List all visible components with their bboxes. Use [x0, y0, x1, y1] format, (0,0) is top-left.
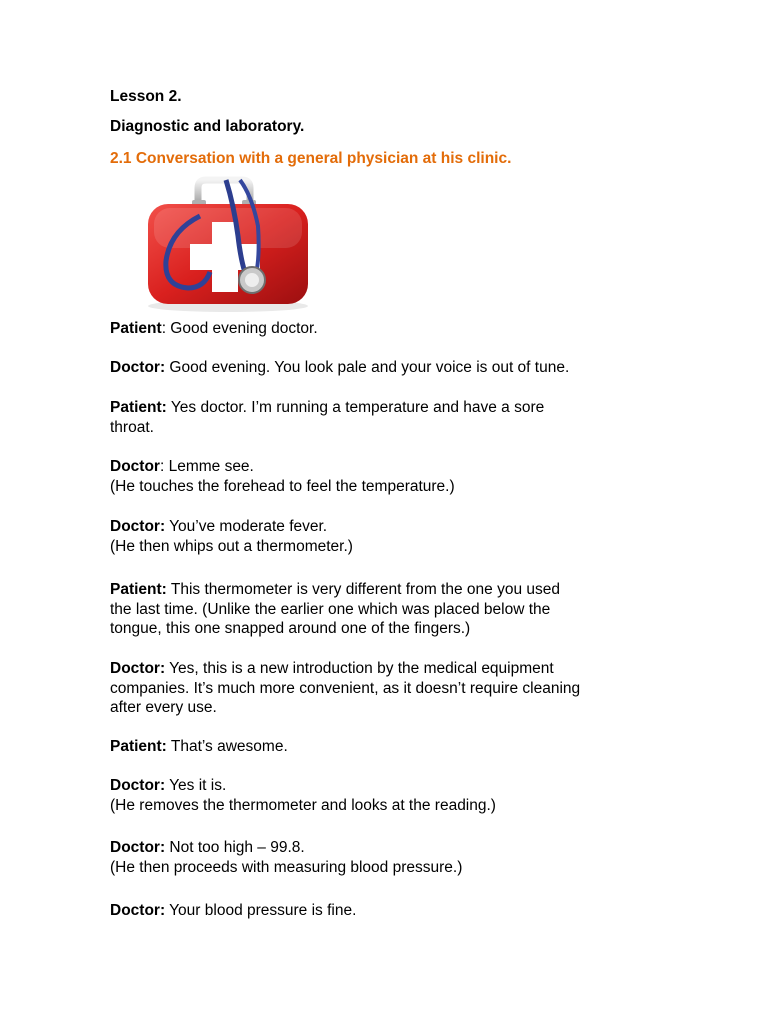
- utterance-text: (He touches the forehead to feel the temperature.): [110, 477, 455, 495]
- utterance-text: (He removes the thermometer and looks at the reading.): [110, 796, 496, 814]
- dialogue-line-continued: [110, 858, 462, 878]
- speaker-label: Doctor:: [110, 777, 166, 794]
- section-title: Diagnostic and laboratory.: [110, 118, 305, 135]
- dialogue-line-continued: [110, 698, 217, 718]
- speaker-label: Doctor:: [110, 518, 166, 535]
- utterance-text: (He then proceeds with measuring blood pressure.): [110, 858, 463, 876]
- utterance-text: Yes it is.: [165, 777, 227, 794]
- dialogue-line-continued: [110, 600, 550, 620]
- utterance-text: the last time. (Unlike the earlier one which was placed below the: [110, 600, 551, 618]
- utterance-text: You’ve moderate fever.: [165, 518, 328, 535]
- utterance-text: throat.: [110, 418, 154, 436]
- utterance-text: This thermometer is very different from the one you used: [166, 581, 560, 598]
- dialogue-line: [110, 457, 254, 477]
- dialogue-line: [110, 358, 569, 378]
- dialogue-line: [110, 838, 305, 858]
- speaker-label: Patient: [110, 320, 162, 337]
- speaker-separator: :: [159, 458, 165, 475]
- speaker-separator: :: [161, 320, 166, 337]
- dialogue-line-continued: [110, 796, 496, 816]
- speaker-label: Doctor: [110, 458, 160, 475]
- dialogue-line-continued: [110, 537, 353, 557]
- speaker-label: Doctor:: [110, 359, 166, 376]
- utterance-text: Your blood pressure is fine.: [165, 902, 357, 919]
- dialogue-line: [110, 901, 356, 921]
- utterance-text: Not too high – 99.8.: [165, 839, 305, 856]
- dialogue-line: [110, 580, 560, 600]
- utterance-text: Lemme see.: [164, 458, 254, 475]
- lesson-label: Lesson 2.: [110, 88, 182, 105]
- utterance-text: Good evening. You look pale and your voice is out of tune.: [165, 359, 570, 376]
- dialogue-line: [110, 776, 226, 796]
- dialogue-line: [110, 319, 318, 339]
- utterance-text: companies. It’s much more convenient, as it doesn’t require cleaning: [110, 679, 581, 697]
- utterance-text: tongue, this one snapped around one of the fingers.): [110, 620, 471, 637]
- dialogue-line-continued: [110, 418, 154, 438]
- speaker-label: Patient:: [110, 581, 167, 598]
- speaker-label: Doctor:: [110, 660, 166, 677]
- dialogue-line-continued: [110, 679, 580, 699]
- dialogue-line: [110, 659, 554, 679]
- utterance-text: Good evening doctor.: [166, 320, 318, 337]
- dialogue-line-continued: [110, 619, 470, 639]
- utterance-text: after every use.: [110, 699, 217, 716]
- speaker-label: Patient:: [110, 399, 167, 416]
- subsection-title: 2.1 Conversation with a general physician at his clinic.: [110, 150, 512, 167]
- dialogue-line: [110, 737, 288, 757]
- utterance-text: That’s awesome.: [166, 738, 288, 755]
- utterance-text: Yes doctor. I’m running a temperature and have a sore: [166, 399, 545, 416]
- speaker-label: Doctor:: [110, 839, 166, 856]
- utterance-text: Yes, this is a new introduction by the medical equipment: [165, 660, 554, 677]
- speaker-label: Patient:: [110, 738, 167, 755]
- dialogue-line-continued: [110, 477, 455, 497]
- speaker-label: Doctor:: [110, 902, 166, 919]
- dialogue-line: [110, 517, 327, 537]
- first-aid-kit-with-stethoscope-icon: [140, 176, 320, 314]
- dialogue-line: [110, 398, 544, 418]
- utterance-text: (He then whips out a thermometer.): [110, 537, 353, 555]
